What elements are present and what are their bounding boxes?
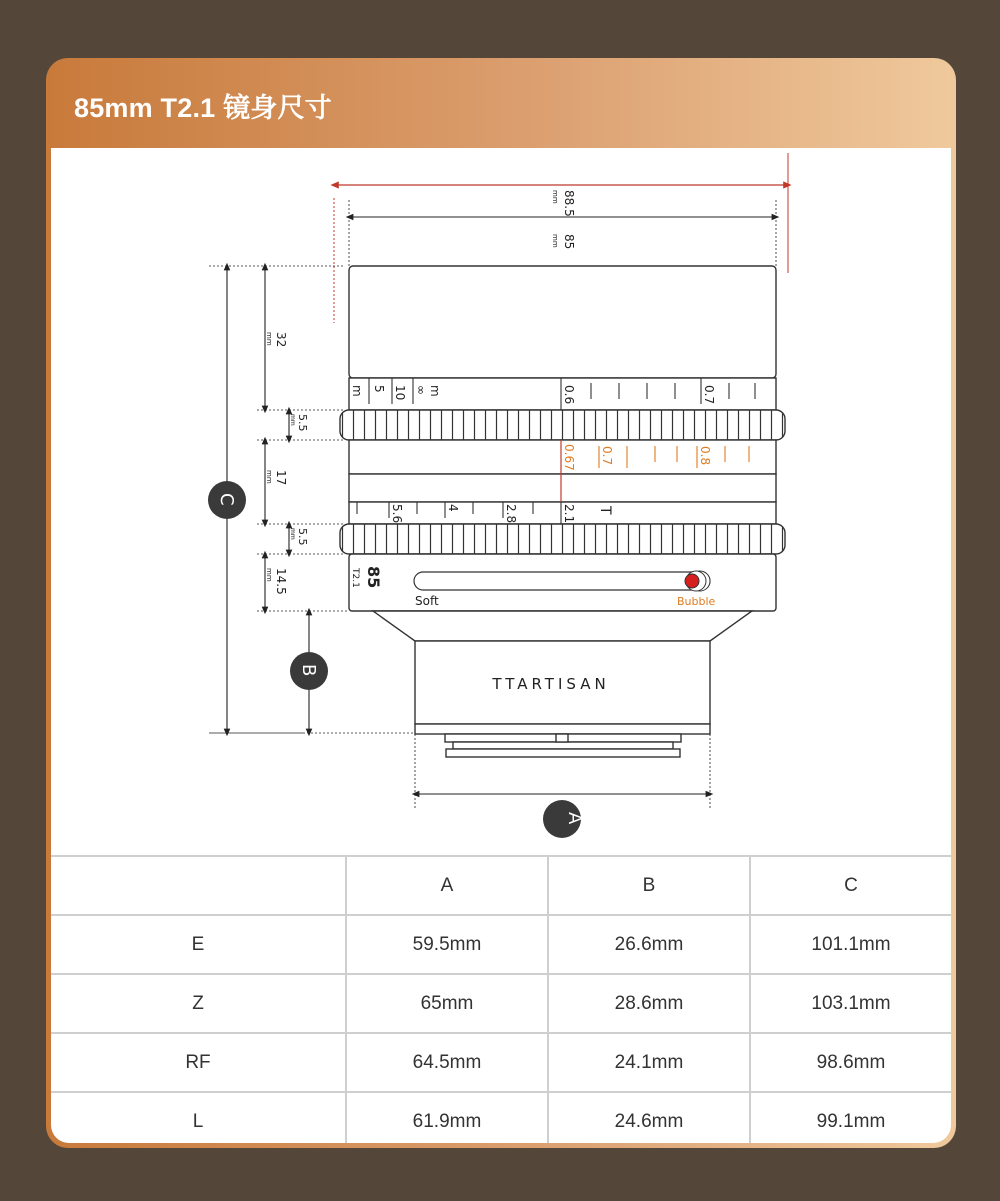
scale-m-5: m: [428, 385, 442, 397]
bubble-slot: [414, 572, 710, 590]
mid-band: [349, 474, 776, 502]
table-cell: 59.5mm: [346, 915, 548, 974]
page-title: 85mm T2.1 镜身尺寸: [74, 93, 332, 123]
aperture-1: 5.6: [390, 504, 404, 524]
scale-m-2: 5: [372, 385, 386, 393]
table-cell: Z: [51, 974, 346, 1033]
dimension-table: [51, 855, 951, 1143]
outer-width-value: 88.5: [562, 190, 576, 217]
seg-front-unit: mm: [265, 332, 273, 346]
table-cell: 99.1mm: [750, 1092, 951, 1143]
brand-label: TTARTISAN: [492, 675, 610, 693]
taper: [373, 611, 752, 641]
table-row: [51, 974, 951, 1033]
seg-ring2-value: 5.5: [296, 528, 309, 546]
scale-ft-3: 0.8: [698, 446, 712, 466]
table-cell: 26.6mm: [548, 915, 750, 974]
diagram-panel: [51, 148, 951, 1143]
table-cell: 64.5mm: [346, 1033, 548, 1092]
table-cell: 24.6mm: [548, 1092, 750, 1143]
front-barrel: [349, 266, 776, 378]
table-cell: 103.1mm: [750, 974, 951, 1033]
seg-mid-unit: mm: [265, 470, 273, 484]
aperture-3: 2.8: [504, 504, 518, 524]
dimension-b: [290, 611, 328, 733]
scale-m-3: 10: [393, 385, 407, 401]
seg-rear-value: 14.5: [274, 568, 288, 595]
scale-ft-1: 0.67: [562, 444, 576, 471]
width-unit: mm: [551, 234, 559, 248]
table-cell: 101.1mm: [750, 915, 951, 974]
outer-width-unit: mm: [551, 190, 559, 204]
table-cell: 98.6mm: [750, 1033, 951, 1092]
table-cell: E: [51, 915, 346, 974]
scale-m-7: 0.7: [702, 385, 716, 405]
seg-mid-value: 17: [274, 470, 288, 486]
aperture-2: 4: [446, 504, 460, 512]
table-cell: 61.9mm: [346, 1092, 548, 1143]
table-row: [51, 915, 951, 974]
seg-rear-unit: mm: [265, 568, 273, 582]
tstop-mark: T2.1: [350, 568, 360, 588]
table-header-cell: [51, 856, 346, 915]
focal-mark: 85: [364, 566, 383, 589]
scale-m-1: m: [350, 385, 364, 397]
bubble-label: Bubble: [677, 595, 716, 608]
bubble-indicator: [685, 574, 699, 588]
spec-card: [46, 58, 956, 1148]
table-header-row: [51, 856, 951, 915]
table-cell: RF: [51, 1033, 346, 1092]
seg-ring1-unit: mm: [289, 414, 296, 426]
table-header-cell: B: [548, 856, 750, 915]
seg-front-value: 32: [274, 332, 288, 348]
scale-m-6: 0.6: [562, 385, 576, 405]
seg-ring2-unit: mm: [289, 528, 296, 540]
width-value: 85: [562, 234, 576, 250]
scale-m-4: ∞: [414, 385, 428, 395]
b-label: B: [298, 664, 319, 677]
lens-dimension-diagram: [51, 148, 951, 855]
table-row: [51, 1092, 951, 1143]
table-cell: 65mm: [346, 974, 548, 1033]
table-cell: 24.1mm: [548, 1033, 750, 1092]
aperture-5: T: [597, 506, 613, 515]
table-cell: 28.6mm: [548, 974, 750, 1033]
segment-dimensions: [265, 266, 289, 611]
aperture-4: 2.1: [562, 504, 576, 524]
a-label: A: [564, 812, 585, 825]
table-header-cell: A: [346, 856, 548, 915]
scale-ft-2: 0.7: [600, 446, 614, 466]
seg-ring1-value: 5.5: [296, 414, 309, 432]
table-header-cell: C: [750, 856, 951, 915]
soft-label: Soft: [415, 594, 439, 608]
table-row: [51, 1033, 951, 1092]
table-cell: L: [51, 1092, 346, 1143]
c-label: C: [216, 493, 237, 506]
